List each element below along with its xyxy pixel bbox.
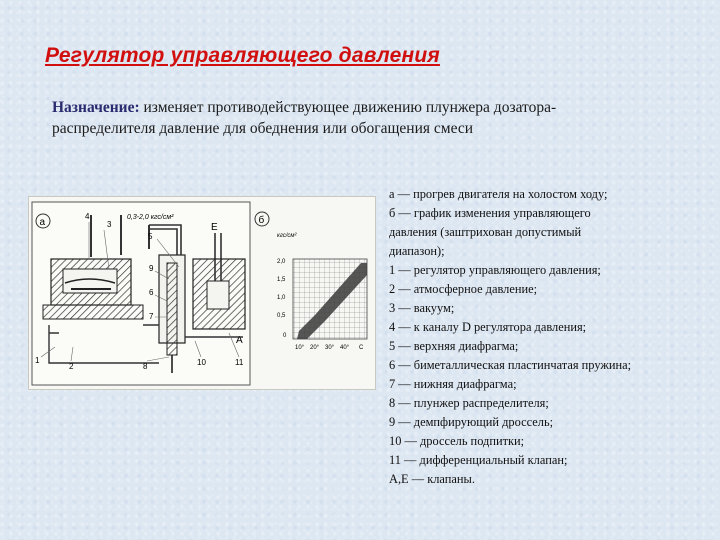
legend-line: А,Е — клапаны. bbox=[389, 472, 475, 486]
legend-line: 5 — верхняя диафрагма; bbox=[389, 339, 519, 353]
graph-y-unit: кгс/см² bbox=[277, 233, 297, 239]
graph-y-ticks bbox=[277, 259, 287, 339]
part-number: 1 bbox=[35, 356, 40, 365]
part-number: 7 bbox=[149, 312, 154, 321]
x-tick: 30° bbox=[325, 345, 335, 351]
part-number: 9 bbox=[149, 264, 154, 273]
part-number: 6 bbox=[149, 288, 154, 297]
legend-line: 10 — дроссель подпитки; bbox=[389, 434, 525, 448]
slide-title: Регулятор управляющего давления bbox=[45, 44, 440, 67]
legend-line: диапазон); bbox=[389, 244, 445, 258]
part-number: 10 bbox=[197, 358, 206, 367]
graph-x-ticks bbox=[295, 345, 364, 351]
regulator-diagram-svg bbox=[29, 197, 375, 389]
y-tick: 0,5 bbox=[277, 313, 286, 319]
x-tick: 40° bbox=[340, 345, 350, 351]
regulator-diagram bbox=[28, 196, 376, 390]
purpose-text: изменяет противодействующее движению плунжера дозатора-распределителя давление для обеднения или обогащения смеси bbox=[52, 99, 557, 137]
y-tick: 2,0 bbox=[277, 259, 286, 265]
y-tick: 0 bbox=[283, 333, 287, 339]
legend-line: 9 — демпфирующий дроссель; bbox=[389, 415, 554, 429]
legend-line: давления (заштрихован допустимый bbox=[389, 225, 582, 239]
part-number: 8 bbox=[143, 362, 148, 371]
legend-line: 1 — регулятор управляющего давления; bbox=[389, 263, 601, 277]
part-number: 11 bbox=[235, 358, 244, 367]
panel-a-letter: а bbox=[39, 217, 46, 228]
regulator-base bbox=[43, 305, 143, 319]
legend-line: 2 — атмосферное давление; bbox=[389, 282, 538, 296]
y-tick: 1,5 bbox=[277, 277, 286, 283]
part-number: 4 bbox=[85, 212, 90, 221]
legend-line: 8 — плунжер распределителя; bbox=[389, 396, 549, 410]
purpose-paragraph bbox=[52, 97, 652, 139]
legend bbox=[389, 185, 714, 489]
distributor-plunger bbox=[167, 263, 177, 355]
legend-line: 4 — к каналу D регулятора давления; bbox=[389, 320, 587, 334]
legend-line: 7 — нижняя диафрагма; bbox=[389, 377, 517, 391]
part-number: 2 bbox=[69, 362, 74, 371]
legend-line: 6 — биметаллическая пластинчатая пружина; bbox=[389, 358, 632, 372]
part-number: 3 bbox=[107, 220, 112, 229]
pressure-range-label: 0,3-2,0 кгс/см² bbox=[127, 214, 174, 221]
x-tick: С bbox=[359, 345, 364, 351]
y-tick: 1,0 bbox=[277, 295, 286, 301]
valve-a-cavity bbox=[207, 281, 229, 309]
purpose-label: Назначение: bbox=[52, 99, 140, 116]
x-tick: 10° bbox=[295, 345, 305, 351]
legend-line: б — график изменения управляющего bbox=[389, 206, 591, 220]
legend-line: 3 — вакуум; bbox=[389, 301, 455, 315]
valve-e-label: E bbox=[211, 222, 218, 233]
legend-line: 11 — дифференциальный клапан; bbox=[389, 453, 568, 467]
panel-b-letter: б bbox=[258, 215, 265, 226]
legend-line: а — прогрев двигателя на холостом ходу; bbox=[389, 187, 608, 201]
valve-a-label: A bbox=[236, 335, 243, 346]
part-number: 5 bbox=[148, 232, 153, 241]
x-tick: 20° bbox=[310, 345, 320, 351]
